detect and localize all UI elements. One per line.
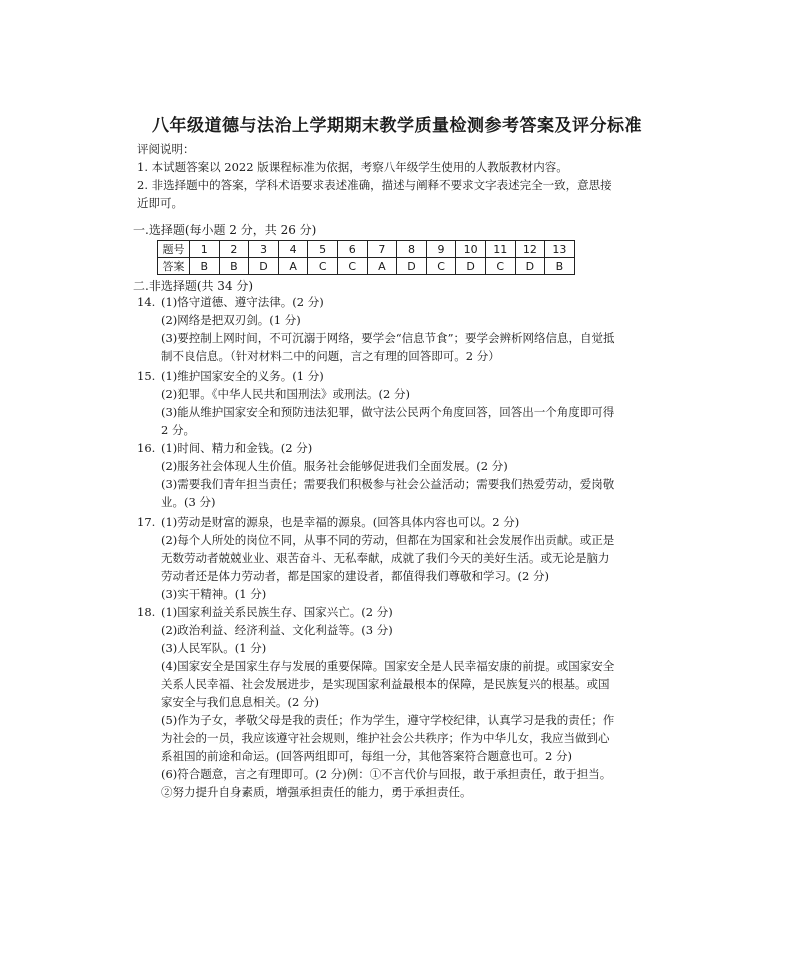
q-answer: D [456,258,486,275]
question-18 [137,603,617,801]
q-number: 1 [190,241,220,258]
answer-item: (1)国家利益关系民族生存、国家兴亡。(2 分) [161,605,393,619]
answer-item: (2)政治利益、经济利益、文化利益等。(3 分) [161,623,393,637]
answer-table-number-row [158,241,575,258]
question-14 [137,293,617,365]
q-answer: C [426,258,456,275]
answer-item: (1)恪守道德、遵守法律。(2 分) [161,295,324,309]
q-answer: C [485,258,515,275]
q-answer: B [545,258,575,275]
answer-item: (3)需要我们青年担当责任；需要我们积极参与社会公益活动；需要我们热爱劳动，爱岗敬业。(3 分) [161,477,615,509]
answer-item: (2)犯罪。《中华人民共和国刑法》或刑法。(2 分) [161,387,410,401]
q-answer: D [397,258,427,275]
q-answer: D [249,258,279,275]
notes-heading: 评阅说明： [137,142,195,156]
note-item-2: 2. 非选择题中的答案，学科术语要求表述准确，描述与阐释不要求文字表述完全一致，意思接近即可。 [137,178,612,210]
answer-item: (3)能从维护国家安全和预防违法犯罪，做守法公民两个角度回答，回答出一个角度即可得 2 分。 [161,405,615,437]
answer-item: (3)实干精神。(1 分) [161,587,267,601]
question-number: 18. [137,605,156,619]
q-number: 5 [308,241,338,258]
review-notes [137,140,617,212]
section2-heading: 二.非选择题(共 34 分) [133,279,254,293]
answer-item: (1)时间、精力和金钱。(2 分) [161,441,313,455]
question-number: 16. [137,441,156,455]
q-number: 7 [367,241,397,258]
q-answer: A [278,258,308,275]
answer-item: (1)维护国家安全的义务。(1 分) [161,369,324,383]
answer-table-answer-row [158,258,575,275]
q-answer: C [308,258,338,275]
q-answer: C [337,258,367,275]
question-15 [137,367,617,439]
answer-item: (3)要控制上网时间，不可沉溺于网络，要学会“信息节食”；要学会辨析网络信息，自觉抵制不良信息。（针对材料二中的问题，言之有理的回答即可。2 分） [161,331,615,363]
answer-item: (2)网络是把双刃剑。(1 分) [161,313,301,327]
question-17 [137,513,617,603]
q-number: 11 [485,241,515,258]
answer-item: (4)国家安全是国家生存与发展的重要保障。国家安全是人民幸福安康的前提。或国家安全关系人民幸福、社会发展进步，是实现国家利益最根本的保障，是民族复兴的根基。或国家安全与我们息息相关。(2 分) [161,659,615,709]
answer-item: (2)每个人所处的岗位不同，从事不同的劳动，但都在为国家和社会发展作出贡献。或正是无数劳动者兢兢业业、艰苦奋斗、无私奉献，成就了我们今天的美好生活。或无论是脑力劳动者还是体力劳动者，都是国家的建设者，都值得我们尊敬和学习。(2 分) [161,533,615,583]
q-number: 3 [249,241,279,258]
question-number: 15. [137,369,156,383]
note-item-1: 1. 本试题答案以 2022 版课程标准为依据，考察八年级学生使用的人教版教材内容。 [137,160,568,174]
answer-item: (5)作为子女，孝敬父母是我的责任；作为学生，遵守学校纪律，认真学习是我的责任；作为社会的一员，我应该遵守社会规则，维护社会公共秩序；作为中华儿女，我应当做到心系祖国的前途和命运。(回答两组即可，每组一分，其他答案符合题意也可。2 分) [161,713,615,763]
q-number: 6 [337,241,367,258]
document-title: 八年级道德与法治上学期期末教学质量检测参考答案及评分标准 [152,116,642,136]
q-answer: B [190,258,220,275]
answer-item: (3)人民军队。(1 分) [161,641,267,655]
row-label-answer: 答案 [158,258,190,275]
q-number: 4 [278,241,308,258]
answer-item: (1)劳动是财富的源泉，也是幸福的源泉。(回答具体内容也可以。2 分) [161,515,520,529]
answer-table [157,240,575,275]
q-number: 2 [219,241,249,258]
question-16 [137,439,617,511]
answer-item: (6)符合题意，言之有理即可。(2 分)例：①不言代价与回报，敢于承担责任，敢于担当。②努力提升自身素质，增强承担责任的能力，勇于承担责任。 [161,767,612,799]
q-answer: A [367,258,397,275]
row-label-number: 题号 [158,241,190,258]
question-number: 14. [137,295,156,309]
q-number: 12 [515,241,545,258]
q-number: 10 [456,241,486,258]
q-number: 13 [545,241,575,258]
q-answer: D [515,258,545,275]
section1-heading: 一.选择题(每小题 2 分，共 26 分) [133,223,317,237]
q-number: 8 [397,241,427,258]
answer-item: (2)服务社会体现人生价值。服务社会能够促进我们全面发展。(2 分) [161,459,508,473]
q-number: 9 [426,241,456,258]
q-answer: B [219,258,249,275]
question-number: 17. [137,515,156,529]
